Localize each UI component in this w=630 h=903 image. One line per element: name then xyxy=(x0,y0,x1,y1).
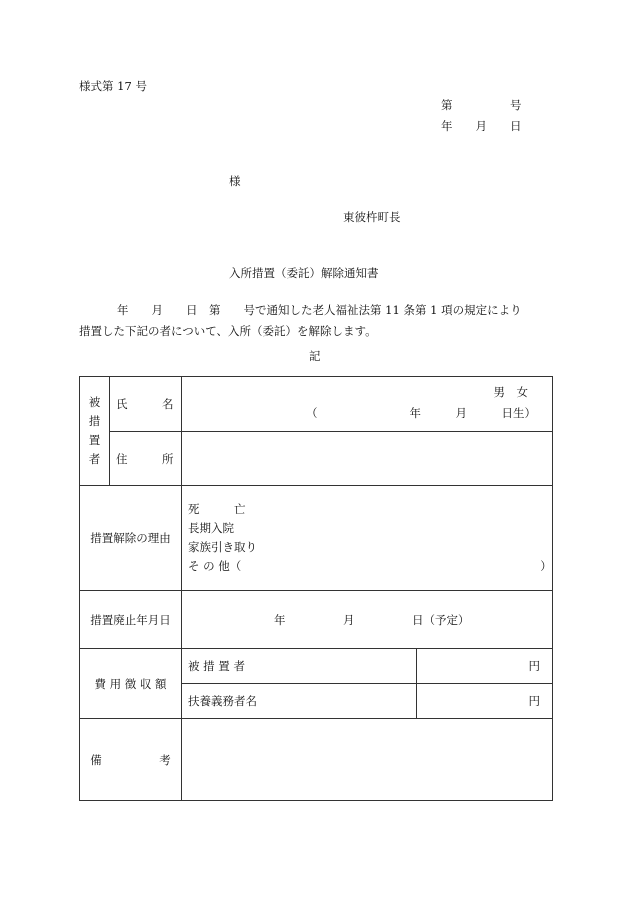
abolition-date-row xyxy=(80,591,553,649)
fee-subject-label: 被 措 置 者 xyxy=(182,649,417,684)
reason-label: 措置解除の理由 xyxy=(80,486,182,591)
body-text-line-2: 措置した下記の者について、入所（委託）を解除します。 xyxy=(79,324,377,338)
reason-option-other: そ の 他（ ） xyxy=(188,559,552,573)
ki-heading: 記 xyxy=(309,349,321,363)
reason-options[interactable] xyxy=(182,486,553,591)
abolition-date-label: 措置廃止年月日 xyxy=(80,591,182,649)
remarks-row xyxy=(80,719,553,801)
remarks-value-cell[interactable] xyxy=(182,719,553,801)
reason-option-death: 死 亡 xyxy=(188,502,246,516)
remarks-label: 備 考 xyxy=(80,719,182,801)
address-label: 住 所 xyxy=(110,432,182,486)
document-title: 入所措置（委託）解除通知書 xyxy=(229,266,379,280)
reason-option-family: 家族引き取り xyxy=(188,540,257,554)
form-number: 様式第 17 号 xyxy=(79,79,147,93)
person-label-char: 置 xyxy=(88,433,101,447)
birth-date: （ 年 月 日生） xyxy=(306,406,536,420)
address-value-cell[interactable] xyxy=(182,432,553,486)
fee-subject-amount[interactable]: 円 xyxy=(417,649,553,684)
body-text-line-1: 年 月 日 第 号で通知した老人福祉法第 11 条第 1 項の規定により xyxy=(117,303,522,317)
addressee-suffix: 様 xyxy=(229,174,241,188)
name-value-cell[interactable] xyxy=(182,377,553,432)
address-row xyxy=(80,432,553,486)
fee-row xyxy=(80,649,553,684)
person-label-char: 措 xyxy=(88,414,101,428)
reason-option-hospitalization: 長期入院 xyxy=(188,521,234,535)
issuer: 東彼杵町長 xyxy=(343,210,401,224)
fee-guardian-amount[interactable]: 円 xyxy=(417,684,553,719)
fee-guardian-label: 扶養義務者名 xyxy=(182,684,417,719)
person-label xyxy=(80,377,110,486)
document-date: 年 月 日 xyxy=(441,119,522,133)
document-number: 第 号 xyxy=(441,98,522,112)
name-label: 氏 名 xyxy=(110,377,182,432)
person-label-char: 者 xyxy=(88,452,101,466)
person-label-char: 被 xyxy=(88,395,101,409)
reason-row xyxy=(80,486,553,591)
sex-options: 男 女 xyxy=(493,385,528,399)
details-table xyxy=(79,376,553,801)
fee-label: 費 用 徴 収 額 xyxy=(80,649,182,719)
name-row xyxy=(80,377,553,432)
abolition-date-value[interactable]: 年 月 日（予定） xyxy=(182,591,553,649)
